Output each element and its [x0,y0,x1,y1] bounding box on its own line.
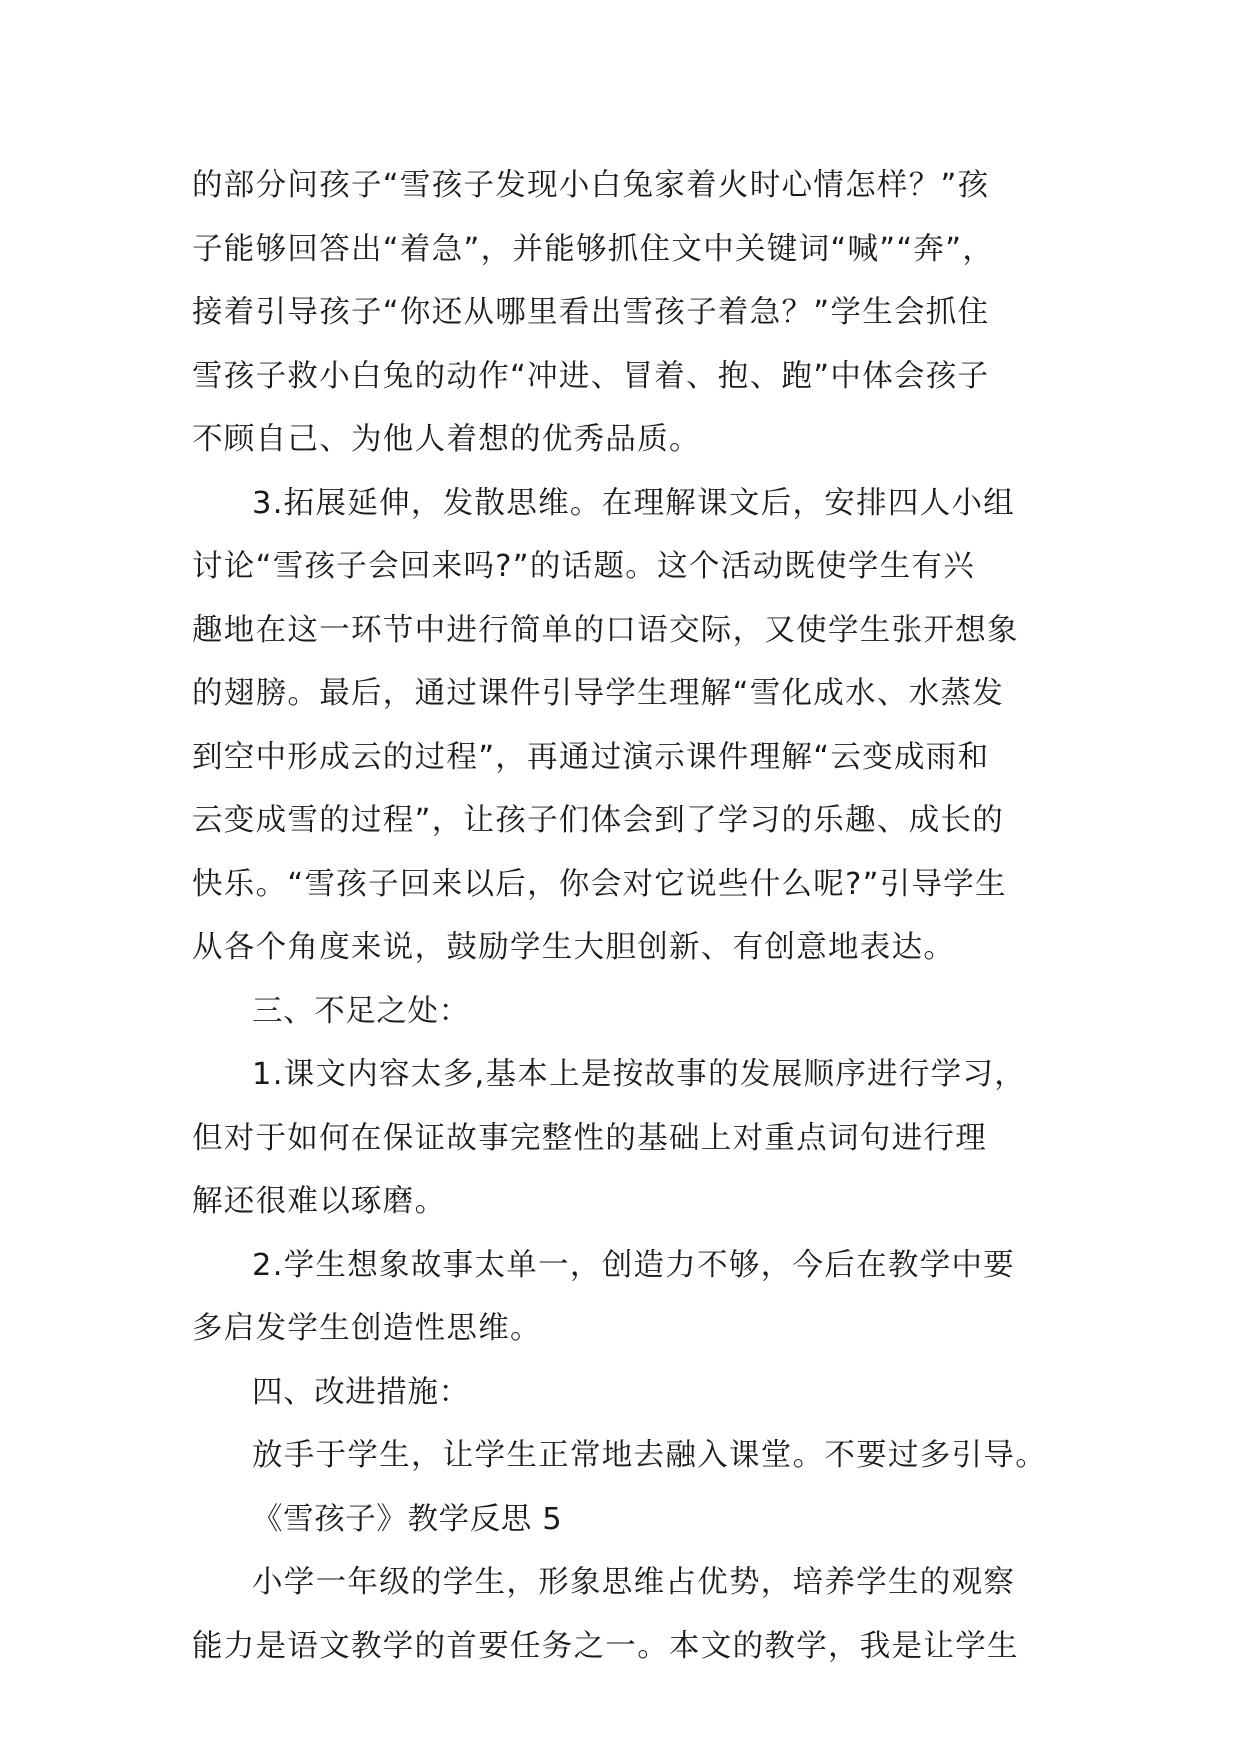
section-heading: 四、改进措施： [252,1374,470,1410]
paragraph-line: 快乐。“雪孩子回来以后，你会对它说些什么呢?”引导学生 [192,866,1007,902]
section-heading: 三、不足之处： [252,993,470,1029]
paragraph-line: 不顾自己、为他人着想的优秀品质。 [192,422,701,457]
paragraph-line: 雪孩子救小白兔的动作“冲进、冒着、抱、跑”中体会孩子 [192,358,990,394]
article-title: 《雪孩子》教学反思 5 [252,1501,563,1537]
paragraph-line: 的翅膀。最后，通过课件引导学生理解“雪化成水、水蒸发 [192,676,1005,711]
paragraph-line: 但对于如何在保证故事完整性的基础上对重点词句进行理 [192,1120,987,1156]
paragraph-line: 能力是语文教学的首要任务之一。本文的教学，我是让学生 [192,1628,1019,1664]
paragraph-line: 3.拓展延伸，发散思维。在理解课文后，安排四人小组 [252,485,1016,521]
paragraph-line: 解还很难以琢磨。 [192,1184,447,1219]
paragraph-line: 从各个角度来说，鼓励学生大胆创新、有创意地表达。 [192,930,956,965]
paragraph-line: 子能够回答出“着急”，并能够抓住文中关键词“喊”“奔”， [192,231,995,267]
paragraph-line: 小学一年级的学生，形象思维占优势，培养学生的观察 [252,1565,1016,1600]
paragraph-line: 到空中形成云的过程”，再通过演示课件理解“云变成雨和 [192,739,990,775]
document-body [192,154,1072,1678]
paragraph-line: 云变成雪的过程”，让孩子们体会到了学习的乐趣、成长的 [192,803,1005,838]
paragraph-line: 多启发学生创造性思维。 [192,1311,542,1346]
paragraph-line: 趣地在这一环节中进行简单的口语交际，又使学生张开想象 [192,612,1019,648]
paragraph-line: 讨论“雪孩子会回来吗?”的话题。这个活动既使学生有兴 [192,549,976,584]
paragraph-line: 2.学生想象故事太单一，创造力不够，今后在教学中要 [252,1247,1016,1283]
paragraph-line: 1.课文内容太多,基本上是按故事的发展顺序进行学习， [252,1057,1027,1092]
paragraph-line: 的部分问孩子“雪孩子发现小白兔家着火时心情怎样？”孩 [192,168,990,203]
paragraph-line: 放手于学生，让学生正常地去融入课堂。不要过多引导。 [252,1438,1047,1473]
paragraph-line: 接着引导孩子“你还从哪里看出雪孩子着急？”学生会抓住 [192,295,990,330]
